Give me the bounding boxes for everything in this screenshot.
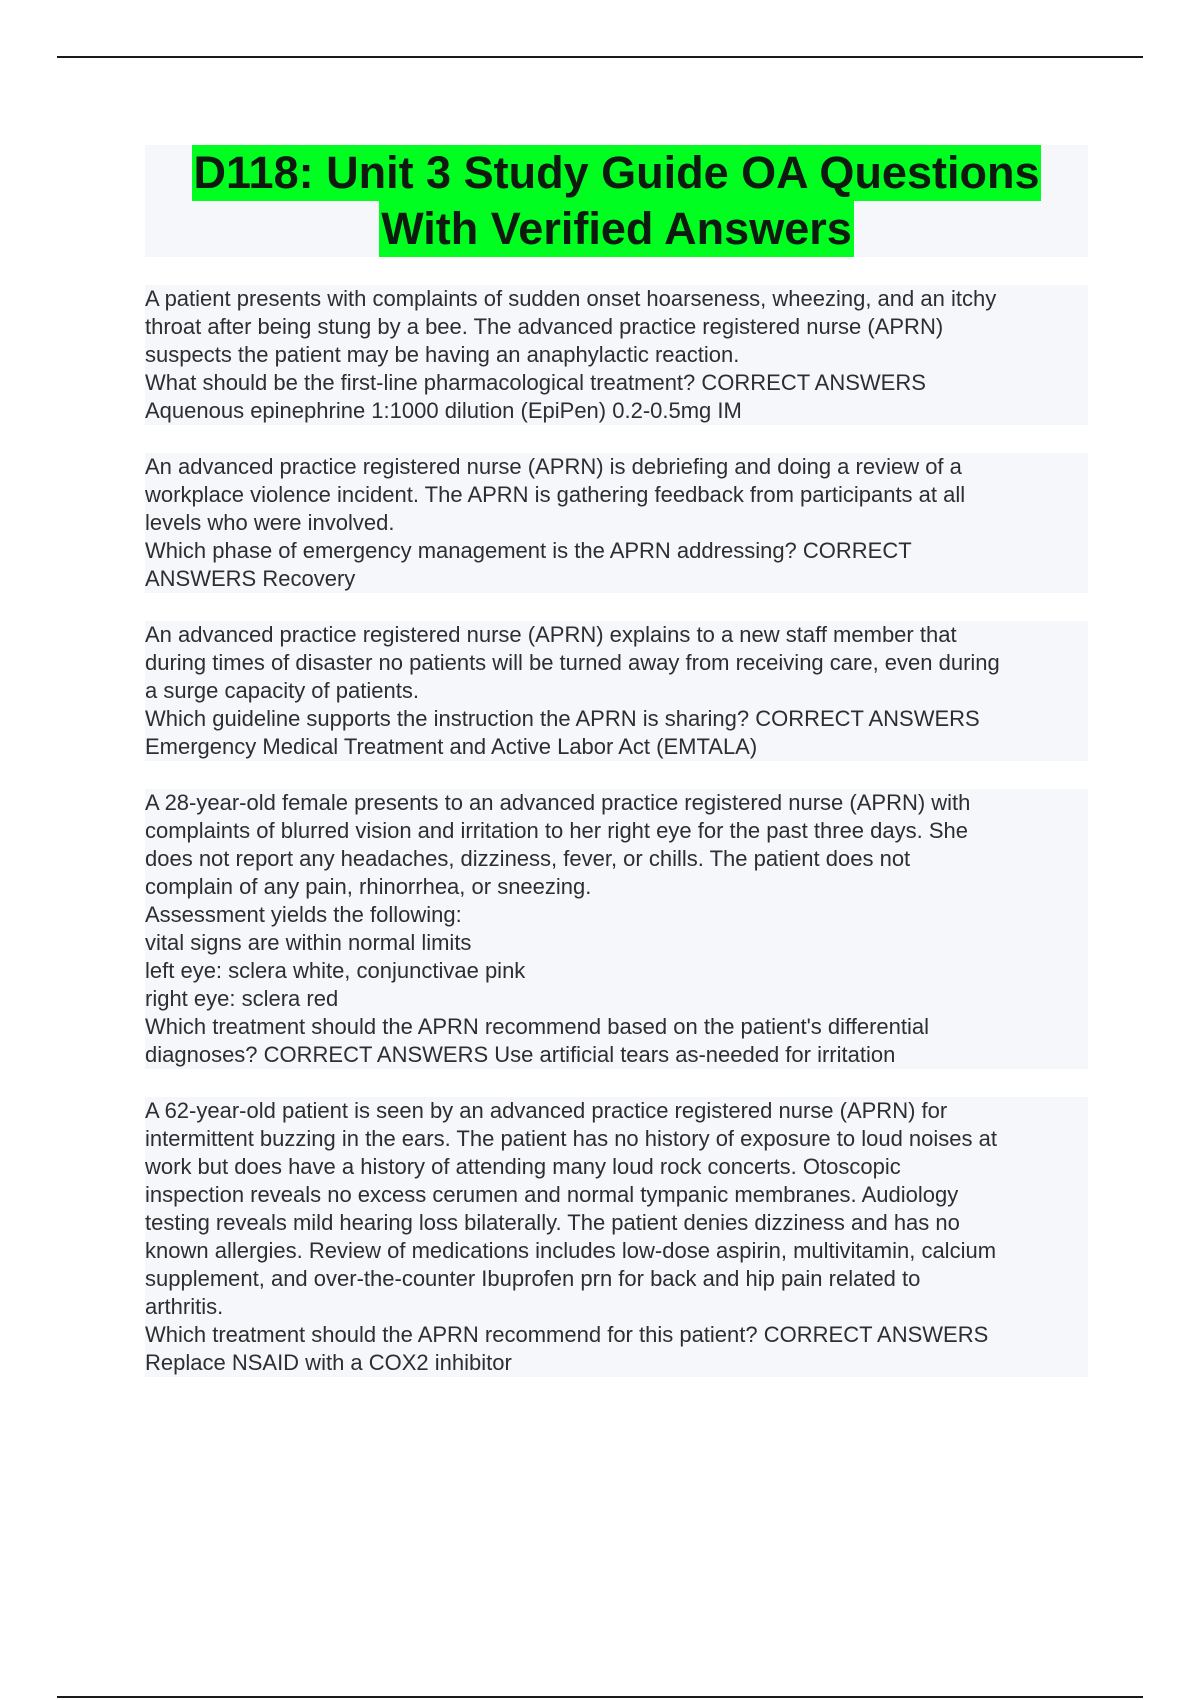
text-line: suspects the patient may be having an anaphylactic reaction.: [145, 342, 740, 367]
title-line-1: D118: Unit 3 Study Guide OA Questions: [192, 145, 1042, 201]
text-line: Which treatment should the APRN recommend based on the patient's differential: [145, 1014, 930, 1039]
text-line: ANSWERS Recovery: [145, 566, 356, 591]
text-line: a surge capacity of patients.: [145, 678, 419, 703]
bottom-rule: [57, 1696, 1143, 1698]
text-line: What should be the first-line pharmacological treatment? CORRECT ANSWERS: [145, 370, 926, 395]
text-line: diagnoses? CORRECT ANSWERS Use artificial tears as-needed for irritation: [145, 1042, 896, 1067]
text-line: vital signs are within normal limits: [145, 930, 472, 955]
text-line: inspection reveals no excess cerumen and normal tympanic membranes. Audiology: [145, 1182, 959, 1207]
text-line: supplement, and over-the-counter Ibuprofen prn for back and hip pain related to: [145, 1266, 921, 1291]
text-line: left eye: sclera white, conjunctivae pink: [145, 958, 526, 983]
text-line: complaints of blurred vision and irritation to her right eye for the past three days. She: [145, 818, 968, 843]
text-line: Which phase of emergency management is the APRN addressing? CORRECT: [145, 538, 912, 563]
text-line: complain of any pain, rhinorrhea, or sneezing.: [145, 874, 592, 899]
document-title: [145, 145, 1088, 257]
qa-item: [145, 789, 1088, 1069]
text-line: throat after being stung by a bee. The advanced practice registered nurse (APRN): [145, 314, 944, 339]
text-line: intermittent buzzing in the ears. The patient has no history of exposure to loud noises at: [145, 1126, 997, 1151]
text-line: Assessment yields the following:: [145, 902, 462, 927]
text-line: known allergies. Review of medications includes low-dose aspirin, multivitamin, calcium: [145, 1238, 997, 1263]
text-line: does not report any headaches, dizziness, fever, or chills. The patient does not: [145, 846, 911, 871]
qa-item: [145, 453, 1088, 593]
qa-list: [145, 285, 1088, 1405]
title-line-2: With Verified Answers: [379, 201, 854, 257]
top-rule: [57, 56, 1143, 58]
text-line: Aquenous epinephrine 1:1000 dilution (EpiPen) 0.2-0.5mg IM: [145, 398, 742, 423]
text-line: Emergency Medical Treatment and Active Labor Act (EMTALA): [145, 734, 758, 759]
text-line: right eye: sclera red: [145, 986, 339, 1011]
text-line: A 62-year-old patient is seen by an advanced practice registered nurse (APRN) for: [145, 1098, 948, 1123]
text-line: Replace NSAID with a COX2 inhibitor: [145, 1350, 512, 1375]
text-line: Which guideline supports the instruction the APRN is sharing? CORRECT ANSWERS: [145, 706, 980, 731]
qa-item: [145, 621, 1088, 761]
text-line: A patient presents with complaints of sudden onset hoarseness, wheezing, and an itchy: [145, 286, 997, 311]
qa-item: [145, 285, 1088, 425]
text-line: during times of disaster no patients will be turned away from receiving care, even during: [145, 650, 1000, 675]
text-line: Which treatment should the APRN recommend for this patient? CORRECT ANSWERS: [145, 1322, 989, 1347]
text-line: An advanced practice registered nurse (APRN) is debriefing and doing a review of a: [145, 454, 962, 479]
text-line: work but does have a history of attending many loud rock concerts. Otoscopic: [145, 1154, 901, 1179]
qa-item: [145, 1097, 1088, 1377]
text-line: workplace violence incident. The APRN is gathering feedback from participants at all: [145, 482, 966, 507]
text-line: arthritis.: [145, 1294, 224, 1319]
text-line: An advanced practice registered nurse (APRN) explains to a new staff member that: [145, 622, 957, 647]
text-line: testing reveals mild hearing loss bilaterally. The patient denies dizziness and has no: [145, 1210, 960, 1235]
text-line: A 28-year-old female presents to an advanced practice registered nurse (APRN) with: [145, 790, 971, 815]
text-line: levels who were involved.: [145, 510, 395, 535]
